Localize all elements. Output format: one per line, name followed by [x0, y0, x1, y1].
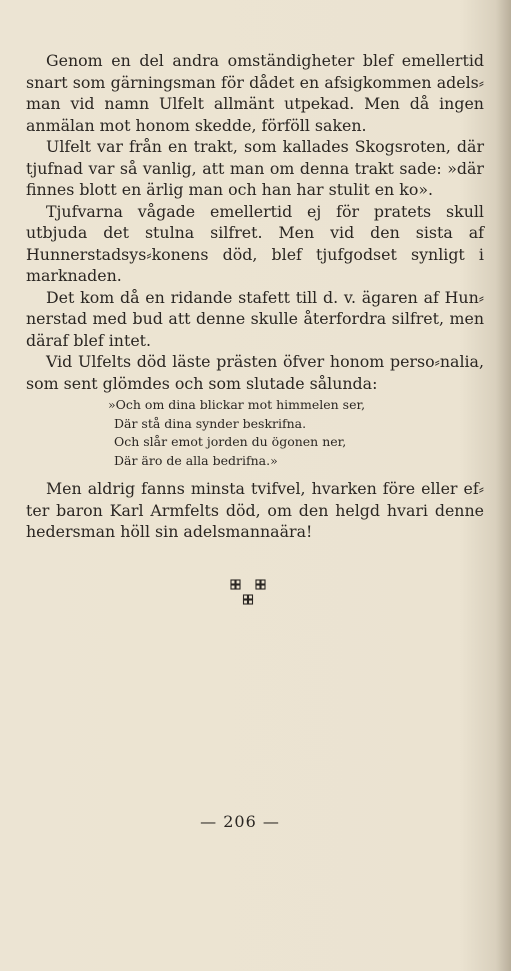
body-text: [26, 50, 484, 543]
paragraph-5: Vid Ulfelts död läste prästen öfver honom perso⸗nalia, som sent glömdes och som slutade sålunda:: [26, 352, 484, 393]
poem-line-2: Där stå dina synder beskrifna.: [114, 415, 307, 431]
paragraph-1: Genom en del andra omständigheter blef emellertid snart som gärningsman för dådet en afsigkommen adels⸗man vid namn Ulfelt allmänt utpekad. Men då ingen anmälan mot honom skedde, förföll saken.: [26, 51, 484, 135]
poem-line-4: Där äro de alla bedrifna.»: [114, 452, 278, 468]
ornament-icon: [228, 578, 268, 608]
paragraph-2: Ulfelt var från en trakt, som kallades Skogsroten, där tjufnad var så vanlig, att man om denna trakt sade: »där finnes blott en ärlig man och han har stulit en ko».: [26, 137, 484, 199]
page-number: — 206 —: [200, 812, 280, 831]
poem-line-3: Och slår emot jorden du ögonen ner,: [114, 434, 347, 449]
poem-quote: [26, 396, 484, 470]
paragraph-3: Tjufvarna vågade emellertid ej för pratets skull utbjuda det stulna silfret. Men vid den sista af Hunnerstadsys⸗konens död, blef tjufgodset synligt i marknaden.: [26, 201, 484, 285]
paragraph-4: Det kom då en ridande stafett till d. v. ägaren af Hun⸗nerstad med bud att denne skulle återfordra silfret, men däraf blef intet.: [26, 287, 484, 350]
closing-paragraph: Men aldrig fanns minsta tvifvel, hvarken före eller ef⸗ter baron Karl Armfelts död, om den helgd hvari denne hedersman höll sin adelsmannaära!: [26, 479, 484, 541]
poem-line-1: »Och om dina blickar mot himmelen ser,: [108, 397, 366, 412]
